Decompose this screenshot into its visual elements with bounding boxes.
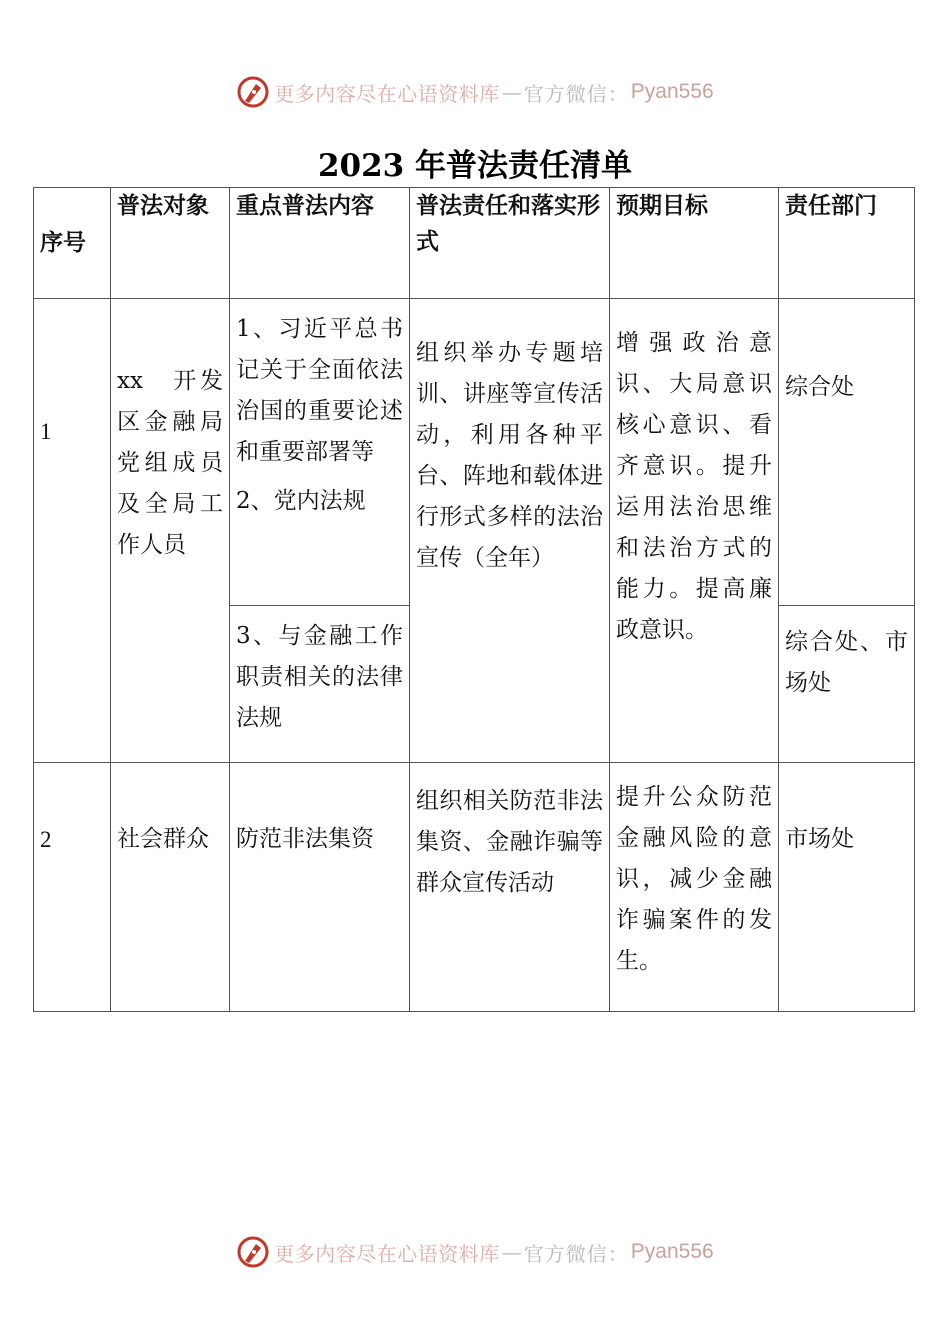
watermark-header (0, 72, 950, 112)
row-1-goal: 增强政治意识、大局意识核心意识、看齐意识。提升运用法治思维和法治方式的能力。提高廉政意识。 (610, 299, 779, 763)
watermark-wechat-id: Pyan556 (630, 80, 714, 103)
header-form: 普法责任和落实形式 (410, 188, 610, 299)
header-dept: 责任部门 (779, 188, 915, 299)
row-1-target: xx 开发区金融局党组成员及全局工作人员 (111, 299, 230, 763)
table-row (34, 299, 915, 606)
watermark-text: 更多内容尽在心语资料库 (274, 81, 500, 106)
row-1-dept-b: 综合处、市场处 (779, 606, 915, 763)
watermark-text: 更多内容尽在心语资料库 (274, 1241, 500, 1266)
row-2-seq: 2 (34, 763, 111, 1012)
row-1-content-a (230, 299, 410, 606)
row-1-form: 组织举办专题培训、讲座等宣传活动，利用各种平台、阵地和载体进行形式多样的法治宣传（全年） (410, 299, 610, 763)
row-2-content: 防范非法集资 (230, 763, 410, 1012)
row-2-goal: 提升公众防范金融风险的意识，减少金融诈骗案件的发生。 (610, 763, 779, 1012)
responsibility-table (33, 187, 915, 1012)
row-2-form: 组织相关防范非法集资、金融诈骗等群众宣传活动 (410, 763, 610, 1012)
header-goal: 预期目标 (610, 188, 779, 299)
row-2-target: 社会群众 (111, 763, 230, 1012)
pen-nib-circle-icon (236, 75, 270, 109)
pen-nib-circle-icon (236, 1235, 270, 1269)
watermark-wechat-id: Pyan556 (630, 1240, 714, 1263)
table-header-row (34, 188, 915, 299)
watermark-wechat-label: 官方微信： (523, 1241, 629, 1266)
table-row (34, 763, 915, 1012)
row-1-dept-a: 综合处 (779, 299, 915, 606)
header-seq: 序号 (34, 188, 111, 299)
watermark-footer (0, 1232, 950, 1272)
document-title: 2023 年普法责任清单 (317, 148, 633, 184)
watermark-wechat-label: 官方微信： (523, 81, 629, 106)
row-1-seq: 1 (34, 299, 111, 763)
row-1-content-b: 3、与金融工作职责相关的法律法规 (230, 606, 410, 763)
row-2-dept: 市场处 (779, 763, 915, 1012)
watermark-separator: — (501, 80, 522, 104)
watermark-separator: — (501, 1240, 522, 1264)
header-content: 重点普法内容 (230, 188, 410, 299)
row-1-content-item-2: 2、党内法规 (236, 488, 366, 514)
row-1-content-item-1: 1、习近平总书记关于全面依法治国的重要论述和重要部署等 (236, 316, 403, 465)
header-target: 普法对象 (111, 188, 230, 299)
